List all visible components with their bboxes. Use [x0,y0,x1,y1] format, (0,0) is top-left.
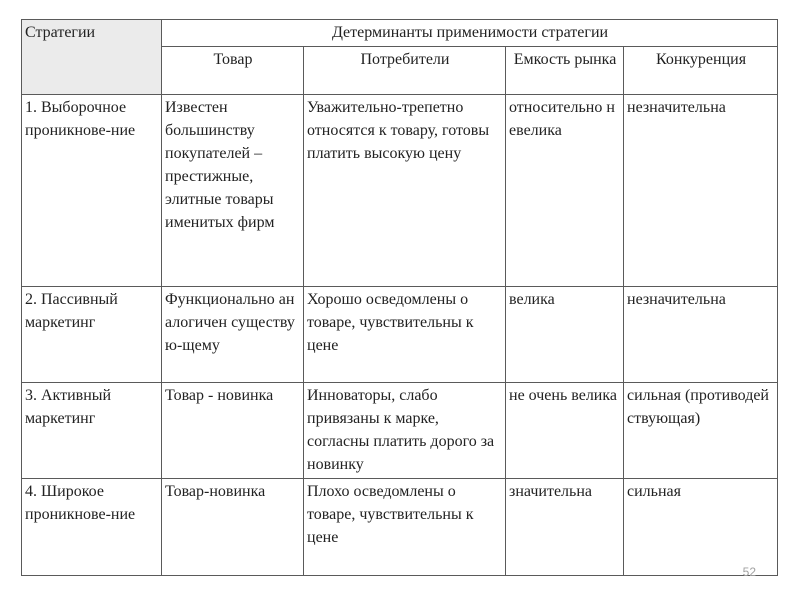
header-product: Товар [162,47,304,95]
cell-consumers: Инноваторы, слабо привязаны к марке, согласны платить дорого за новинку [304,383,506,479]
cell-competition: незначительна [624,95,778,287]
cell-competition: сильная (противодействующая) [624,383,778,479]
header-strategies: Стратегии [22,20,162,95]
header-row-top [22,20,778,47]
table-row [22,383,778,479]
table-row [22,287,778,383]
header-market-capacity: Емкость рынка [506,47,624,95]
header-consumers: Потребители [304,47,506,95]
cell-consumers: Плохо осведомлены о товаре, чувствительны к цене [304,479,506,576]
cell-consumers: Уважительно-трепетно относятся к товару, готовы платить высокую цену [304,95,506,287]
cell-product: Товар-новинка [162,479,304,576]
cell-market-capacity: велика [506,287,624,383]
cell-strategy: 2. Пассивный маркетинг [22,287,162,383]
table-row [22,95,778,287]
cell-market-capacity: не очень велика [506,383,624,479]
cell-product: Известен большинству покупателей – престижные, элитные товары именитых фирм [162,95,304,287]
header-competition: Конкуренция [624,47,778,95]
cell-market-capacity: относительно невелика [506,95,624,287]
table-row [22,479,778,576]
header-determinants: Детерминанты применимости стратегии [162,20,778,47]
cell-competition: незначительна [624,287,778,383]
cell-strategy: 4. Широкое проникнове-ние [22,479,162,576]
cell-product: Функционально аналогичен существую-щему [162,287,304,383]
cell-consumers: Хорошо осведомлены о товаре, чувствительны к цене [304,287,506,383]
cell-competition: сильная [624,479,778,576]
page-number: 52 [742,565,756,579]
cell-market-capacity: значительна [506,479,624,576]
strategy-table [21,19,778,576]
cell-strategy: 1. Выборочное проникнове-ние [22,95,162,287]
cell-strategy: 3. Активный маркетинг [22,383,162,479]
cell-product: Товар - новинка [162,383,304,479]
